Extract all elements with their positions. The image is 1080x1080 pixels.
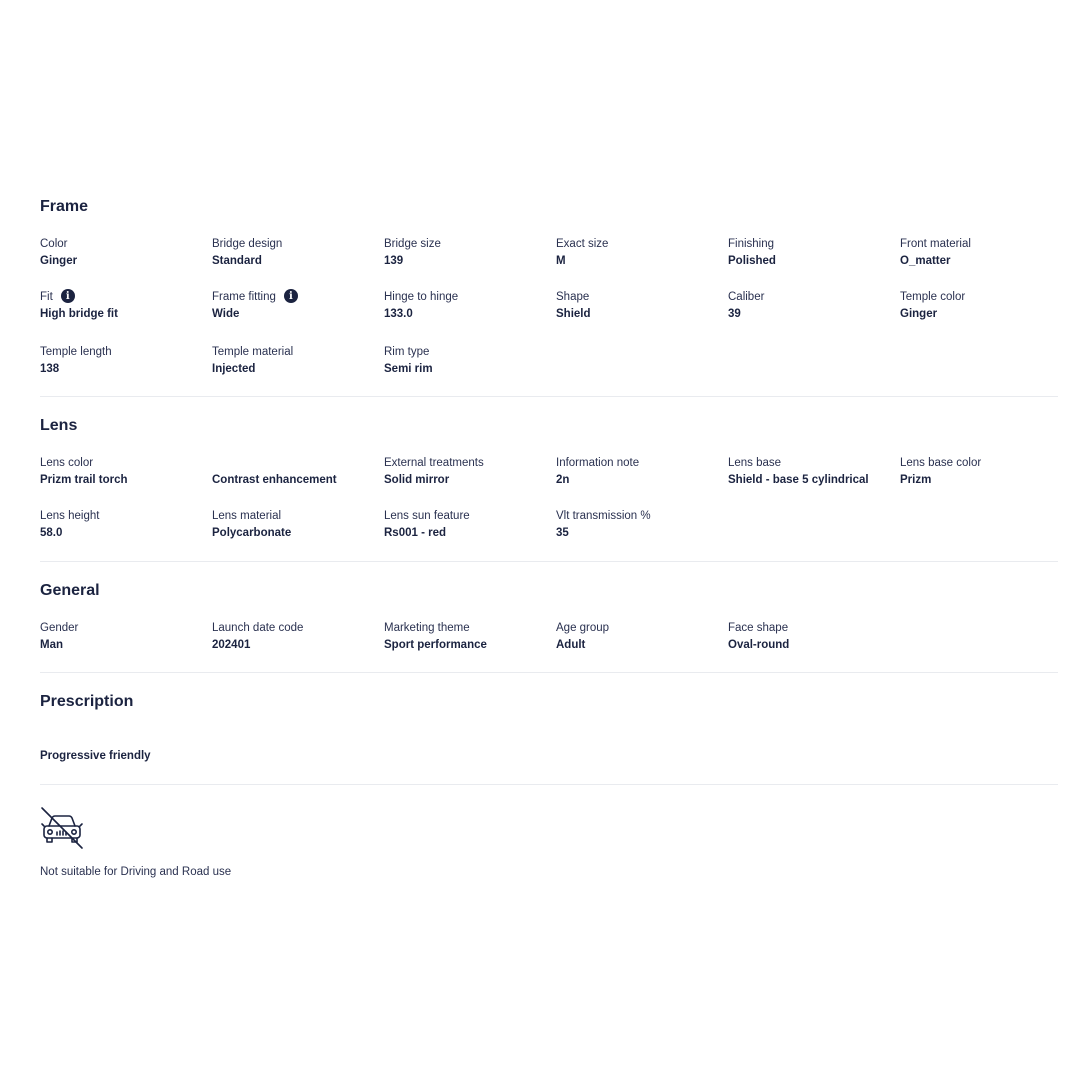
lens-field-height <box>40 508 210 541</box>
field-label: Bridge design <box>212 238 283 250</box>
frame-section-title: Frame <box>40 198 89 215</box>
field-label: Caliber <box>728 291 765 303</box>
field-value: 35 <box>556 527 569 539</box>
general-field-marketing-theme <box>384 620 554 653</box>
frame-field-finishing <box>728 236 898 269</box>
field-label: Rim type <box>384 346 430 358</box>
frame-field-bridge-size <box>384 236 554 269</box>
field-value: Sport performance <box>384 639 487 651</box>
frame-field-temple-length <box>40 344 210 377</box>
field-value: 39 <box>728 308 741 320</box>
field-value: Polycarbonate <box>212 527 292 539</box>
field-value: O_matter <box>900 255 951 267</box>
info-icon[interactable]: i <box>284 289 298 303</box>
prescription-section <box>40 693 1058 773</box>
field-label-with-info <box>212 289 382 305</box>
lens-field-base-color <box>900 455 1070 488</box>
frame-field-hinge-to-hinge <box>384 289 554 322</box>
field-value: Polished <box>728 255 776 267</box>
field-label: Age group <box>556 622 610 634</box>
field-value: Ginger <box>900 308 938 320</box>
frame-field-caliber <box>728 289 898 322</box>
field-label: Vlt transmission % <box>556 510 651 522</box>
field-value: 133.0 <box>384 308 413 320</box>
frame-field-bridge-design <box>212 236 382 269</box>
frame-field-front-material <box>900 236 1070 269</box>
lens-field-information-note <box>556 455 726 488</box>
field-value: Wide <box>212 308 240 320</box>
field-label: Exact size <box>556 238 609 250</box>
field-label: Color <box>40 238 68 250</box>
general-section <box>40 582 1058 662</box>
field-label: Lens color <box>40 457 94 469</box>
field-label: Temple color <box>900 291 966 303</box>
field-label: Shape <box>556 291 590 303</box>
frame-section <box>40 198 1058 388</box>
field-label: Temple material <box>212 346 294 358</box>
divider <box>40 396 1058 397</box>
field-value: Injected <box>212 363 256 375</box>
field-value: 2n <box>556 474 570 486</box>
no-driving-car-icon <box>40 806 84 850</box>
prescription-field <box>40 747 340 764</box>
driving-note: Not suitable for Driving and Road use <box>40 866 232 878</box>
field-label-with-info <box>40 289 210 305</box>
field-value: Semi rim <box>384 363 433 375</box>
field-label: Bridge size <box>384 238 441 250</box>
lens-field-color <box>40 455 210 488</box>
field-value: Adult <box>556 639 586 651</box>
field-label: Launch date code <box>212 622 304 634</box>
lens-section-title: Lens <box>40 417 78 434</box>
field-value: Oval-round <box>728 639 790 651</box>
field-label: Lens base <box>728 457 782 469</box>
lens-field-base <box>728 455 900 488</box>
lens-field-sun-feature <box>384 508 554 541</box>
general-field-gender <box>40 620 210 653</box>
field-label: Marketing theme <box>384 622 470 634</box>
frame-field-exact-size <box>556 236 726 269</box>
field-value: 138 <box>40 363 60 375</box>
field-value: Rs001 - red <box>384 527 447 539</box>
field-label: Lens base color <box>900 457 982 469</box>
field-label: Lens sun feature <box>384 510 470 522</box>
general-field-face-shape <box>728 620 898 653</box>
field-value: Shield - base 5 cylindrical <box>728 474 869 486</box>
lens-section <box>40 417 1058 547</box>
field-value: Man <box>40 639 63 651</box>
field-label: Information note <box>556 457 640 469</box>
field-label: Lens material <box>212 510 282 522</box>
field-label: Front material <box>900 238 971 250</box>
field-label: Finishing <box>728 238 775 250</box>
field-label: Hinge to hinge <box>384 291 459 303</box>
field-label: Face shape <box>728 622 789 634</box>
field-value: Shield <box>556 308 591 320</box>
info-icon[interactable]: i <box>61 289 75 303</box>
divider <box>40 672 1058 673</box>
field-label: Lens height <box>40 510 100 522</box>
field-label: Temple length <box>40 346 112 358</box>
field-value: Ginger <box>40 255 78 267</box>
field-value: Prizm <box>900 474 932 486</box>
lens-field-vlt-transmission <box>556 508 726 541</box>
general-field-age-group <box>556 620 726 653</box>
frame-field-fit <box>40 289 210 322</box>
field-label: External treatments <box>384 457 484 469</box>
prescription-section-title: Prescription <box>40 693 134 710</box>
field-value: M <box>556 255 566 267</box>
frame-field-shape <box>556 289 726 322</box>
field-value: Standard <box>212 255 262 267</box>
field-value: 202401 <box>212 639 251 651</box>
field-value: Progressive friendly <box>40 750 151 762</box>
field-value: Contrast enhancement <box>212 474 337 486</box>
divider <box>40 784 1058 785</box>
field-value: High bridge fit <box>40 308 118 320</box>
frame-field-color <box>40 236 210 269</box>
field-value: 58.0 <box>40 527 63 539</box>
lens-field-external-treatments <box>384 455 554 488</box>
field-label <box>212 455 384 471</box>
general-field-launch-date-code <box>212 620 382 653</box>
field-value: 139 <box>384 255 404 267</box>
frame-field-rim-type <box>384 344 554 377</box>
field-label-text: Fit <box>40 291 53 303</box>
frame-field-temple-color <box>900 289 1070 322</box>
field-label-text: Frame fitting <box>212 291 276 303</box>
lens-field-material <box>212 508 382 541</box>
field-label: Gender <box>40 622 79 634</box>
divider <box>40 561 1058 562</box>
lens-field-contrast <box>212 455 384 488</box>
field-value: Prizm trail torch <box>40 474 128 486</box>
frame-field-frame-fitting <box>212 289 382 322</box>
frame-field-temple-material <box>212 344 382 377</box>
field-value: Solid mirror <box>384 474 450 486</box>
general-section-title: General <box>40 582 100 599</box>
